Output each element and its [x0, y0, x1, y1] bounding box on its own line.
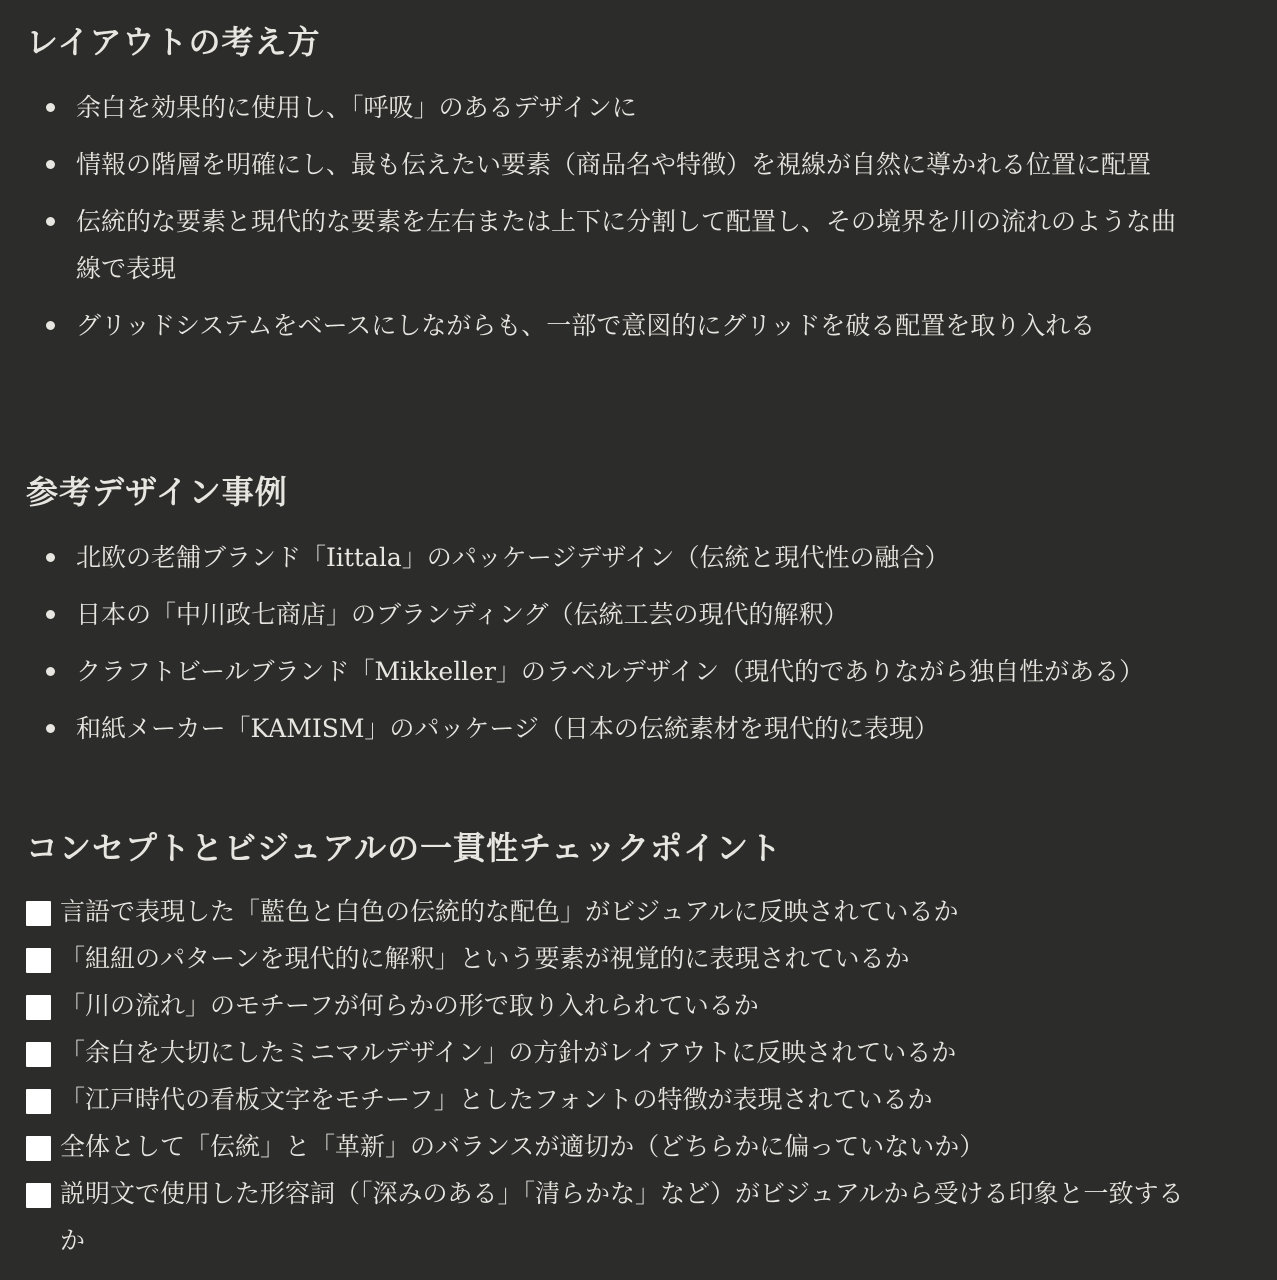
list-item-text: クラフトビールブランド「Mikkeller」のラベルデザイン（現代的でありながら独自性がある） — [76, 657, 1145, 686]
checkbox-icon[interactable] — [26, 1136, 51, 1161]
checkbox-icon[interactable] — [26, 901, 51, 926]
checklist-item — [26, 1123, 1206, 1170]
section-heading-references: 参考デザイン事例 — [26, 473, 288, 511]
checklist-item — [26, 935, 1206, 982]
checklist-item — [26, 1029, 1206, 1076]
checkbox-icon[interactable] — [26, 995, 51, 1020]
bullet-icon — [46, 553, 55, 562]
list-item-text: 日本の「中川政七商店」のブランディング（伝統工芸の現代的解釈） — [76, 600, 849, 629]
checklist-item — [26, 888, 1206, 935]
list-item — [46, 648, 1196, 695]
list-item — [46, 705, 1196, 752]
bullet-icon — [46, 217, 55, 226]
checklist-item — [26, 982, 1206, 1029]
checklist-item-text: 言語で表現した「藍色と白色の伝統的な配色」がビジュアルに反映されているか — [60, 897, 959, 926]
checklist-item-text: 全体として「伝統」と「革新」のバランスが適切か（どちらかに偏っていないか） — [60, 1132, 985, 1161]
layout-list — [46, 84, 1196, 359]
checkbox-icon[interactable] — [26, 948, 51, 973]
references-list — [46, 534, 1196, 762]
list-item — [46, 534, 1196, 581]
checklist-item-text: 「江戸時代の看板文字をモチーフ」としたフォントの特徴が表現されているか — [60, 1085, 933, 1114]
list-item — [46, 302, 1196, 349]
bullet-icon — [46, 321, 55, 330]
checklist-item-text: 「川の流れ」のモチーフが何らかの形で取り入れられているか — [60, 991, 759, 1020]
bullet-icon — [46, 610, 55, 619]
checkbox-icon[interactable] — [26, 1042, 51, 1067]
checkbox-icon[interactable] — [26, 1089, 51, 1114]
checklist-item-text: 「余白を大切にしたミニマルデザイン」の方針がレイアウトに反映されているか — [60, 1038, 957, 1067]
checklist-item — [26, 1076, 1206, 1123]
bullet-icon — [46, 667, 55, 676]
list-item — [46, 198, 1196, 292]
checklist-item-text: 「組紐のパターンを現代的に解釈」という要素が視覚的に表現されているか — [60, 944, 910, 973]
checklist-item-text: 説明文で使用した形容詞（「深みのある」「清らかな」など）がビジュアルから受ける印象と一致するか — [60, 1179, 1184, 1255]
checklist — [26, 888, 1206, 1264]
bullet-icon — [46, 160, 55, 169]
list-item — [46, 84, 1196, 131]
section-heading-layout: レイアウトの考え方 — [26, 23, 321, 61]
list-item — [46, 591, 1196, 638]
bullet-icon — [46, 724, 55, 733]
checklist-item — [26, 1170, 1206, 1264]
list-item-text: 北欧の老舗ブランド「Iittala」のパッケージデザイン（伝統と現代性の融合） — [76, 543, 950, 572]
list-item-text: 伝統的な要素と現代的な要素を左右または上下に分割して配置し、その境界を川の流れのような曲線で表現 — [76, 207, 1177, 283]
checkbox-icon[interactable] — [26, 1183, 51, 1208]
list-item-text: グリッドシステムをベースにしながらも、一部で意図的にグリッドを破る配置を取り入れる — [76, 311, 1096, 340]
list-item-text: 余白を効果的に使用し、「呼吸」のあるデザインに — [76, 93, 637, 122]
list-item-text: 和紙メーカー「KAMISM」のパッケージ（日本の伝統素材を現代的に表現） — [76, 714, 939, 743]
bullet-icon — [46, 103, 55, 112]
list-item-text: 情報の階層を明確にし、最も伝えたい要素（商品名や特徴）を視線が自然に導かれる位置に配置 — [76, 150, 1152, 179]
section-heading-checklist: コンセプトとビジュアルの一貫性チェックポイント — [26, 829, 783, 867]
list-item — [46, 141, 1196, 188]
